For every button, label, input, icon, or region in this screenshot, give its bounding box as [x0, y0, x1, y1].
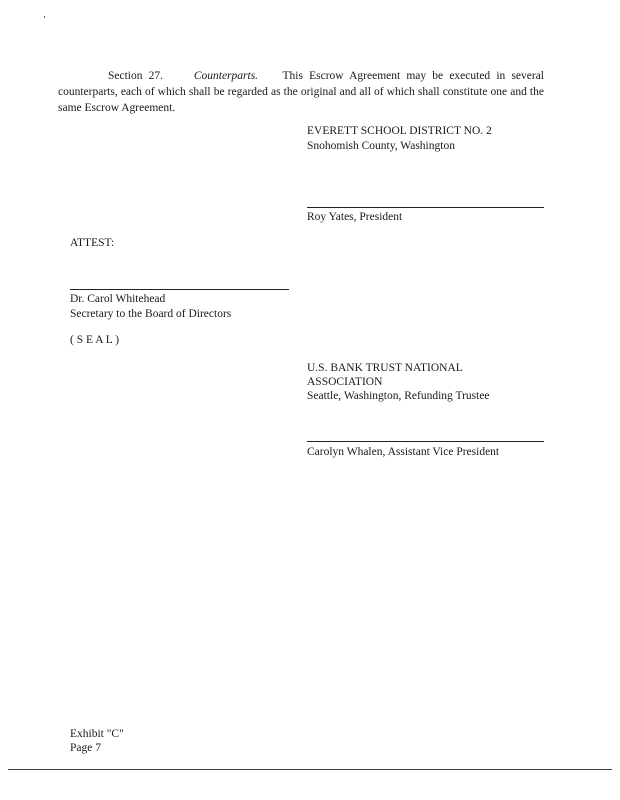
section-27-paragraph — [58, 68, 544, 116]
bank-signature-line — [307, 441, 544, 442]
footer-rule — [8, 769, 612, 770]
exhibit-label: Exhibit "C" — [70, 728, 124, 740]
scan-mark — [44, 16, 45, 18]
page-number: Page 7 — [70, 742, 101, 754]
district-signatory: Roy Yates, President — [307, 211, 403, 223]
attest-label: ATTEST: — [70, 237, 115, 249]
bank-signatory: Carolyn Whalen, Assistant Vice President — [307, 446, 500, 458]
bank-name-line1: U.S. BANK TRUST NATIONAL — [307, 362, 463, 374]
bank-location: Seattle, Washington, Refunding Trustee — [307, 390, 490, 402]
attest-signatory-title: Secretary to the Board of Directors — [70, 308, 232, 320]
district-signature-line — [307, 207, 544, 208]
seal-label: ( S E A L ) — [70, 334, 120, 346]
district-location: Snohomish County, Washington — [307, 140, 455, 152]
section-text: This Escrow Agreement may be executed in several counterparts, each of which shall be regarded as the original and all of which shall constitute one and the same Escrow Agreement. — [58, 70, 545, 114]
attest-signatory-name: Dr. Carol Whitehead — [70, 293, 166, 305]
section-label: Section 27. — [108, 70, 164, 82]
attest-signature-line — [70, 289, 289, 290]
section-heading: Counterparts. — [193, 70, 259, 82]
bank-name-line2: ASSOCIATION — [307, 376, 383, 388]
district-name: EVERETT SCHOOL DISTRICT NO. 2 — [307, 125, 492, 137]
